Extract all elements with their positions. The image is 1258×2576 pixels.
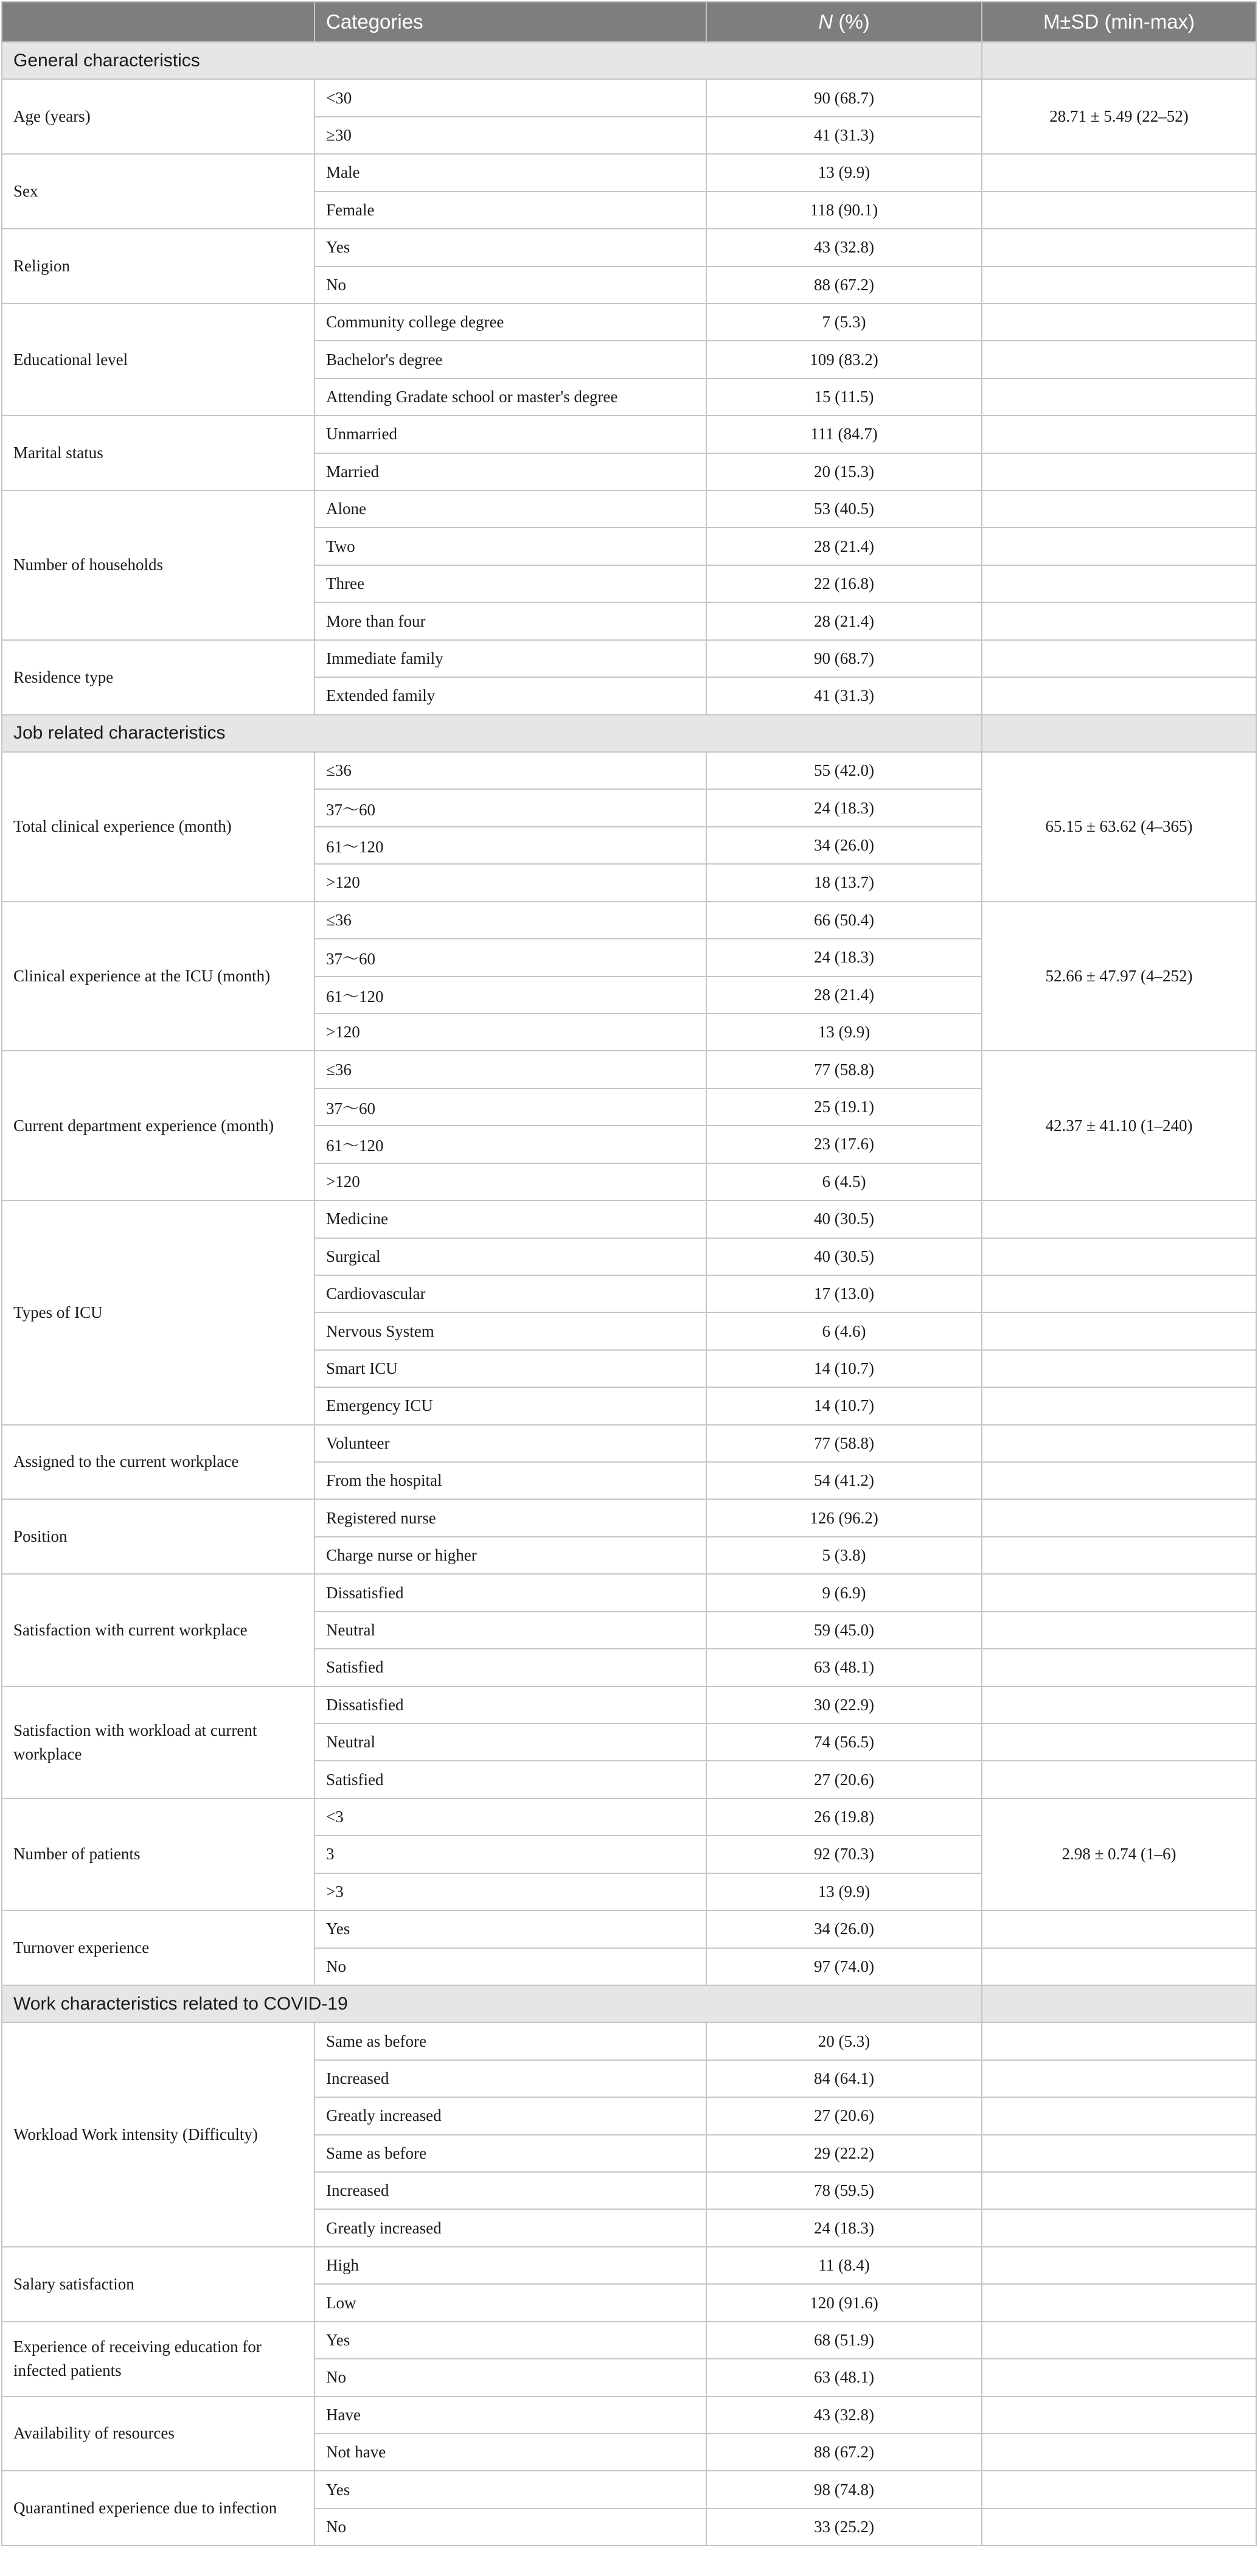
section-header-row bbox=[2, 42, 1256, 79]
category-cell: Nervous System bbox=[314, 1312, 706, 1349]
category-cell: Not have bbox=[314, 2434, 706, 2471]
count-percent-cell: 11 (8.4) bbox=[706, 2247, 982, 2284]
category-cell: Satisfied bbox=[314, 1761, 706, 1798]
count-percent-cell: 15 (11.5) bbox=[706, 378, 982, 416]
count-percent-cell: 28 (21.4) bbox=[706, 976, 982, 1014]
mean-sd-empty bbox=[982, 527, 1256, 565]
count-percent-cell: 13 (9.9) bbox=[706, 1014, 982, 1051]
category-cell: Yes bbox=[314, 1910, 706, 1948]
mean-sd-empty bbox=[982, 341, 1256, 378]
count-percent-cell: 97 (74.0) bbox=[706, 1948, 982, 1985]
variable-label: Age (years) bbox=[2, 79, 314, 154]
category-cell: Volunteer bbox=[314, 1425, 706, 1462]
mean-sd-cell: 52.66 ± 47.97 (4–252) bbox=[982, 902, 1256, 1051]
category-cell: Two bbox=[314, 527, 706, 565]
mean-sd-empty bbox=[982, 1687, 1256, 1724]
mean-sd-empty bbox=[982, 1537, 1256, 1574]
mean-sd-empty bbox=[982, 490, 1256, 527]
mean-sd-empty bbox=[982, 1948, 1256, 1985]
count-percent-cell: 118 (90.1) bbox=[706, 192, 982, 229]
category-cell: Three bbox=[314, 565, 706, 602]
table-row bbox=[2, 1499, 1256, 1536]
count-percent-cell: 28 (21.4) bbox=[706, 602, 982, 639]
variable-label: Satisfaction with current workplace bbox=[2, 1574, 314, 1686]
category-cell: Increased bbox=[314, 2172, 706, 2209]
count-percent-cell: 27 (20.6) bbox=[706, 1761, 982, 1798]
category-cell: Dissatisfied bbox=[314, 1574, 706, 1611]
mean-sd-empty bbox=[982, 2322, 1256, 2359]
count-percent-cell: 22 (16.8) bbox=[706, 565, 982, 602]
table-row bbox=[2, 2247, 1256, 2284]
table-row bbox=[2, 1910, 1256, 1948]
count-percent-cell: 77 (58.8) bbox=[706, 1425, 982, 1462]
variable-label: Religion bbox=[2, 229, 314, 304]
variable-label: Types of ICU bbox=[2, 1200, 314, 1425]
count-percent-cell: 30 (22.9) bbox=[706, 1687, 982, 1724]
mean-sd-empty bbox=[982, 2284, 1256, 2321]
section-stat-empty bbox=[982, 42, 1256, 79]
table-row bbox=[2, 1425, 1256, 1462]
variable-label: Marital status bbox=[2, 416, 314, 490]
mean-sd-empty bbox=[982, 2434, 1256, 2471]
count-percent-cell: 34 (26.0) bbox=[706, 1910, 982, 1948]
category-cell: From the hospital bbox=[314, 1462, 706, 1499]
variable-label: Clinical experience at the ICU (month) bbox=[2, 902, 314, 1051]
count-percent-cell: 28 (21.4) bbox=[706, 527, 982, 565]
table-row bbox=[2, 1574, 1256, 1611]
category-cell: Low bbox=[314, 2284, 706, 2321]
category-cell: Medicine bbox=[314, 1200, 706, 1238]
count-percent-cell: 68 (51.9) bbox=[706, 2322, 982, 2359]
count-percent-cell: 9 (6.9) bbox=[706, 1574, 982, 1611]
count-percent-cell: 6 (4.6) bbox=[706, 1312, 982, 1349]
variable-label: Salary satisfaction bbox=[2, 2247, 314, 2322]
variable-label: Satisfaction with workload at current workplace bbox=[2, 1687, 314, 1798]
count-percent-cell: 14 (10.7) bbox=[706, 1387, 982, 1424]
header-percent: (%) bbox=[833, 10, 870, 33]
mean-sd-empty bbox=[982, 2247, 1256, 2284]
count-percent-cell: 13 (9.9) bbox=[706, 154, 982, 191]
category-cell: Charge nurse or higher bbox=[314, 1537, 706, 1574]
count-percent-cell: 92 (70.3) bbox=[706, 1836, 982, 1873]
count-percent-cell: 20 (5.3) bbox=[706, 2022, 982, 2059]
count-percent-cell: 90 (68.7) bbox=[706, 79, 982, 116]
variable-label: Residence type bbox=[2, 640, 314, 715]
mean-sd-empty bbox=[982, 1462, 1256, 1499]
category-cell: >120 bbox=[314, 1014, 706, 1051]
count-percent-cell: 55 (42.0) bbox=[706, 752, 982, 789]
count-percent-cell: 98 (74.8) bbox=[706, 2471, 982, 2508]
header-n-letter: N bbox=[818, 10, 833, 33]
mean-sd-empty bbox=[982, 229, 1256, 266]
mean-sd-empty bbox=[982, 1200, 1256, 1238]
category-cell: Greatly increased bbox=[314, 2097, 706, 2134]
mean-sd-cell: 28.71 ± 5.49 (22–52) bbox=[982, 79, 1256, 154]
count-percent-cell: 126 (96.2) bbox=[706, 1499, 982, 1536]
count-percent-cell: 63 (48.1) bbox=[706, 1649, 982, 1686]
table-row bbox=[2, 2471, 1256, 2508]
category-cell: 61～120 bbox=[314, 827, 706, 864]
section-stat-empty bbox=[982, 715, 1256, 752]
variable-label: Position bbox=[2, 1499, 314, 1574]
mean-sd-empty bbox=[982, 1425, 1256, 1462]
category-cell: Emergency ICU bbox=[314, 1387, 706, 1424]
count-percent-cell: 27 (20.6) bbox=[706, 2097, 982, 2134]
header-mean-sd: M±SD (min-max) bbox=[982, 2, 1256, 42]
category-cell: No bbox=[314, 2508, 706, 2546]
mean-sd-empty bbox=[982, 1275, 1256, 1312]
variable-label: Experience of receiving education for infected patients bbox=[2, 2322, 314, 2397]
mean-sd-empty bbox=[982, 565, 1256, 602]
category-cell: Have bbox=[314, 2397, 706, 2434]
table-row bbox=[2, 490, 1256, 527]
mean-sd-empty bbox=[982, 1612, 1256, 1649]
table-row bbox=[2, 304, 1256, 341]
category-cell: Same as before bbox=[314, 2135, 706, 2172]
mean-sd-empty bbox=[982, 2097, 1256, 2134]
header-n-percent bbox=[706, 2, 982, 42]
mean-sd-empty bbox=[982, 378, 1256, 416]
mean-sd-cell: 42.37 ± 41.10 (1–240) bbox=[982, 1051, 1256, 1200]
section-stat-empty bbox=[982, 1985, 1256, 2022]
mean-sd-empty bbox=[982, 154, 1256, 191]
category-cell: Yes bbox=[314, 2471, 706, 2508]
variable-label: Assigned to the current workplace bbox=[2, 1425, 314, 1500]
category-cell: No bbox=[314, 266, 706, 304]
table-row bbox=[2, 229, 1256, 266]
count-percent-cell: 13 (9.9) bbox=[706, 1873, 982, 1910]
mean-sd-empty bbox=[982, 1350, 1256, 1387]
count-percent-cell: 90 (68.7) bbox=[706, 640, 982, 677]
count-percent-cell: 63 (48.1) bbox=[706, 2359, 982, 2396]
table-row bbox=[2, 1200, 1256, 1238]
header-variable bbox=[2, 2, 314, 42]
category-cell: Married bbox=[314, 453, 706, 490]
category-cell: Surgical bbox=[314, 1238, 706, 1275]
table-row bbox=[2, 2322, 1256, 2359]
mean-sd-empty bbox=[982, 602, 1256, 639]
table-row bbox=[2, 902, 1256, 939]
variable-label: Turnover experience bbox=[2, 1910, 314, 1985]
mean-sd-empty bbox=[982, 453, 1256, 490]
category-cell: ≥30 bbox=[314, 117, 706, 154]
mean-sd-empty bbox=[982, 2209, 1256, 2246]
count-percent-cell: 78 (59.5) bbox=[706, 2172, 982, 2209]
mean-sd-empty bbox=[982, 2359, 1256, 2396]
count-percent-cell: 111 (84.7) bbox=[706, 416, 982, 453]
category-cell: >120 bbox=[314, 864, 706, 901]
variable-label: Workload Work intensity (Difficulty) bbox=[2, 2022, 314, 2247]
mean-sd-empty bbox=[982, 2022, 1256, 2059]
category-cell: Cardiovascular bbox=[314, 1275, 706, 1312]
category-cell: More than four bbox=[314, 602, 706, 639]
mean-sd-empty bbox=[982, 1574, 1256, 1611]
header-categories: Categories bbox=[314, 2, 706, 42]
count-percent-cell: 26 (19.8) bbox=[706, 1798, 982, 1836]
category-cell: Satisfied bbox=[314, 1649, 706, 1686]
table-row bbox=[2, 1798, 1256, 1836]
mean-sd-empty bbox=[982, 2135, 1256, 2172]
count-percent-cell: 109 (83.2) bbox=[706, 341, 982, 378]
variable-label: Sex bbox=[2, 154, 314, 229]
mean-sd-cell: 2.98 ± 0.74 (1–6) bbox=[982, 1798, 1256, 1910]
mean-sd-empty bbox=[982, 2397, 1256, 2434]
mean-sd-empty bbox=[982, 677, 1256, 714]
category-cell: 3 bbox=[314, 1836, 706, 1873]
count-percent-cell: 88 (67.2) bbox=[706, 2434, 982, 2471]
category-cell: Extended family bbox=[314, 677, 706, 714]
section-title: Job related characteristics bbox=[2, 715, 982, 752]
table-row bbox=[2, 416, 1256, 453]
mean-sd-empty bbox=[982, 2060, 1256, 2097]
variable-label: Total clinical experience (month) bbox=[2, 752, 314, 902]
count-percent-cell: 34 (26.0) bbox=[706, 827, 982, 864]
count-percent-cell: 43 (32.8) bbox=[706, 229, 982, 266]
count-percent-cell: 18 (13.7) bbox=[706, 864, 982, 901]
count-percent-cell: 5 (3.8) bbox=[706, 1537, 982, 1574]
table-header-row bbox=[2, 2, 1256, 42]
mean-sd-empty bbox=[982, 1910, 1256, 1948]
category-cell: Smart ICU bbox=[314, 1350, 706, 1387]
mean-sd-empty bbox=[982, 2172, 1256, 2209]
count-percent-cell: 77 (58.8) bbox=[706, 1051, 982, 1088]
section-header-row bbox=[2, 1985, 1256, 2022]
count-percent-cell: 20 (15.3) bbox=[706, 453, 982, 490]
category-cell: 37～60 bbox=[314, 1088, 706, 1126]
table-row bbox=[2, 640, 1256, 677]
count-percent-cell: 23 (17.6) bbox=[706, 1126, 982, 1163]
mean-sd-cell: 65.15 ± 63.62 (4–365) bbox=[982, 752, 1256, 902]
variable-label: Availability of resources bbox=[2, 2397, 314, 2471]
mean-sd-empty bbox=[982, 640, 1256, 677]
variable-label: Educational level bbox=[2, 304, 314, 416]
section-title: General characteristics bbox=[2, 42, 982, 79]
table-row bbox=[2, 2397, 1256, 2434]
count-percent-cell: 66 (50.4) bbox=[706, 902, 982, 939]
table-row bbox=[2, 2022, 1256, 2059]
category-cell: <3 bbox=[314, 1798, 706, 1836]
category-cell: <30 bbox=[314, 79, 706, 116]
table-row bbox=[2, 1051, 1256, 1088]
category-cell: Yes bbox=[314, 2322, 706, 2359]
count-percent-cell: 14 (10.7) bbox=[706, 1350, 982, 1387]
variable-label: Current department experience (month) bbox=[2, 1051, 314, 1200]
mean-sd-empty bbox=[982, 2471, 1256, 2508]
mean-sd-empty bbox=[982, 1312, 1256, 1349]
count-percent-cell: 43 (32.8) bbox=[706, 2397, 982, 2434]
count-percent-cell: 40 (30.5) bbox=[706, 1238, 982, 1275]
category-cell: Female bbox=[314, 192, 706, 229]
category-cell: >3 bbox=[314, 1873, 706, 1910]
mean-sd-empty bbox=[982, 1761, 1256, 1798]
mean-sd-empty bbox=[982, 1724, 1256, 1761]
mean-sd-empty bbox=[982, 1387, 1256, 1424]
count-percent-cell: 6 (4.5) bbox=[706, 1163, 982, 1200]
table-row bbox=[2, 154, 1256, 191]
category-cell: No bbox=[314, 1948, 706, 1985]
count-percent-cell: 120 (91.6) bbox=[706, 2284, 982, 2321]
section-title: Work characteristics related to COVID-19 bbox=[2, 1985, 982, 2022]
count-percent-cell: 24 (18.3) bbox=[706, 939, 982, 976]
count-percent-cell: 29 (22.2) bbox=[706, 2135, 982, 2172]
category-cell: ≤36 bbox=[314, 902, 706, 939]
table-row bbox=[2, 1687, 1256, 1724]
table-row bbox=[2, 752, 1256, 789]
table-row bbox=[2, 79, 1256, 116]
mean-sd-empty bbox=[982, 1649, 1256, 1686]
table-body bbox=[2, 42, 1256, 2546]
category-cell: Registered nurse bbox=[314, 1499, 706, 1536]
mean-sd-empty bbox=[982, 1238, 1256, 1275]
category-cell: Greatly increased bbox=[314, 2209, 706, 2246]
count-percent-cell: 24 (18.3) bbox=[706, 2209, 982, 2246]
variable-label: Quarantined experience due to infection bbox=[2, 2471, 314, 2546]
count-percent-cell: 41 (31.3) bbox=[706, 677, 982, 714]
category-cell: Unmarried bbox=[314, 416, 706, 453]
variable-label: Number of patients bbox=[2, 1798, 314, 1910]
category-cell: Immediate family bbox=[314, 640, 706, 677]
demographics-table bbox=[1, 1, 1257, 2546]
mean-sd-empty bbox=[982, 192, 1256, 229]
mean-sd-empty bbox=[982, 304, 1256, 341]
count-percent-cell: 53 (40.5) bbox=[706, 490, 982, 527]
category-cell: Attending Gradate school or master's degree bbox=[314, 378, 706, 416]
mean-sd-empty bbox=[982, 1499, 1256, 1536]
category-cell: 61～120 bbox=[314, 976, 706, 1014]
category-cell: Increased bbox=[314, 2060, 706, 2097]
category-cell: 37～60 bbox=[314, 939, 706, 976]
category-cell: 37～60 bbox=[314, 789, 706, 826]
category-cell: Community college degree bbox=[314, 304, 706, 341]
count-percent-cell: 41 (31.3) bbox=[706, 117, 982, 154]
count-percent-cell: 59 (45.0) bbox=[706, 1612, 982, 1649]
count-percent-cell: 74 (56.5) bbox=[706, 1724, 982, 1761]
category-cell: Neutral bbox=[314, 1724, 706, 1761]
category-cell: Male bbox=[314, 154, 706, 191]
category-cell: Bachelor's degree bbox=[314, 341, 706, 378]
count-percent-cell: 88 (67.2) bbox=[706, 266, 982, 304]
count-percent-cell: 7 (5.3) bbox=[706, 304, 982, 341]
category-cell: No bbox=[314, 2359, 706, 2396]
count-percent-cell: 54 (41.2) bbox=[706, 1462, 982, 1499]
count-percent-cell: 25 (19.1) bbox=[706, 1088, 982, 1126]
category-cell: Yes bbox=[314, 229, 706, 266]
category-cell: Alone bbox=[314, 490, 706, 527]
category-cell: ≤36 bbox=[314, 1051, 706, 1088]
mean-sd-empty bbox=[982, 2508, 1256, 2546]
mean-sd-empty bbox=[982, 266, 1256, 304]
count-percent-cell: 24 (18.3) bbox=[706, 789, 982, 826]
count-percent-cell: 33 (25.2) bbox=[706, 2508, 982, 2546]
category-cell: ≤36 bbox=[314, 752, 706, 789]
count-percent-cell: 17 (13.0) bbox=[706, 1275, 982, 1312]
category-cell: 61～120 bbox=[314, 1126, 706, 1163]
count-percent-cell: 40 (30.5) bbox=[706, 1200, 982, 1238]
category-cell: Dissatisfied bbox=[314, 1687, 706, 1724]
count-percent-cell: 84 (64.1) bbox=[706, 2060, 982, 2097]
category-cell: >120 bbox=[314, 1163, 706, 1200]
category-cell: High bbox=[314, 2247, 706, 2284]
category-cell: Neutral bbox=[314, 1612, 706, 1649]
mean-sd-empty bbox=[982, 416, 1256, 453]
variable-label: Number of households bbox=[2, 490, 314, 640]
category-cell: Same as before bbox=[314, 2022, 706, 2059]
section-header-row bbox=[2, 715, 1256, 752]
